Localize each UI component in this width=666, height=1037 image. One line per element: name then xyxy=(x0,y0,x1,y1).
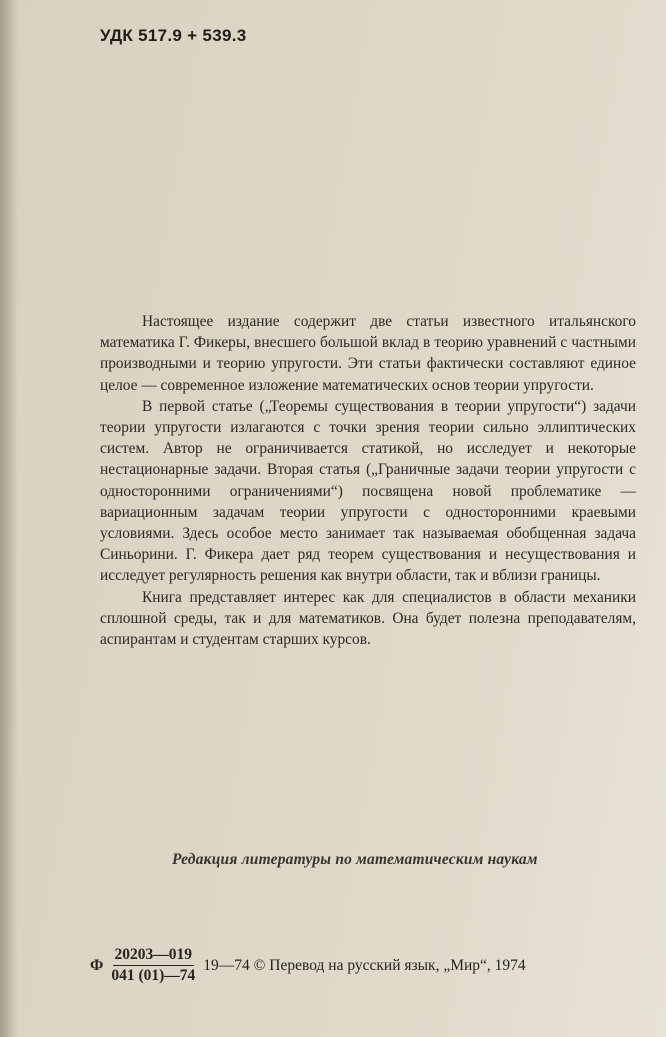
page-spine-shadow xyxy=(0,0,18,1037)
imprint-prefix: Ф xyxy=(90,956,104,974)
abstract-paragraph: Настоящее издание содержит две статьи известного итальянского математика Г. Фикеры, внесшего большой вклад в теорию уравнений с частными производными и теорию упругости. Эти статьи фактически составляют единое целое — современное изложение математических основ теории упругости. xyxy=(100,313,636,394)
editorial-office: Редакция литературы по математическим наукам xyxy=(172,851,538,868)
copyright-imprint xyxy=(90,946,526,985)
abstract-paragraph: В первой статье („Теоремы существования в теории упругости“) задачи теории упругости излагаются с точки зрения теории сильно эллиптических систем. Автор не ограничивается статикой, но исследует и некоторые нестационарные задачи. Вторая статья („Граничные задачи теории упругости с односторонними ограничениями“) посвящена новой проблематике — вариационным задачам теории упругости с односторонними краевыми условиями. Здесь особое место занимает так называемая обобщенная задача Синьорини. Г. Фикера дает ряд теорем существования и несуществования и исследует регулярность решения как внутри области, так и вблизи границы. xyxy=(100,397,636,585)
imprint-code-denominator: 041 (01)—74 xyxy=(111,967,196,984)
abstract-paragraph: Книга представляет интерес как для специалистов в области механики сплошной среды, так и для математиков. Она будет полезна преподавателям, аспирантам и студентам старших курсов. xyxy=(100,588,636,649)
book-abstract xyxy=(100,311,636,650)
imprint-copyright-text: 19—74 © Перевод на русский язык, „Мир“, 1974 xyxy=(203,956,526,974)
imprint-code-fraction xyxy=(109,946,197,985)
imprint-code-numerator: 20203—019 xyxy=(113,946,195,966)
udk-classification: УДК 517.9 + 539.3 xyxy=(100,26,247,45)
